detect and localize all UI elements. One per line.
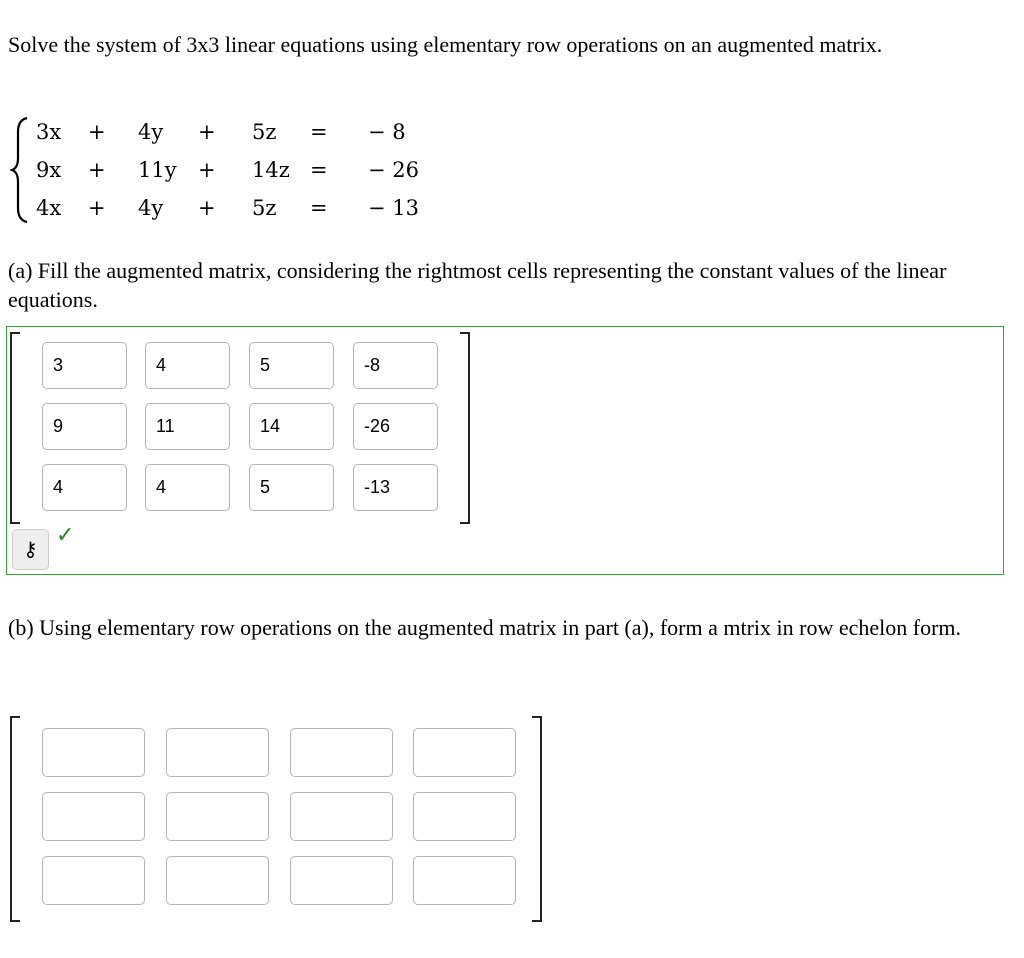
matrix-cell-input[interactable]: 4: [145, 342, 230, 389]
equation-term: 11y: [138, 158, 177, 182]
matrix-cell-input[interactable]: [413, 728, 516, 777]
matrix-cell-input[interactable]: [290, 728, 393, 777]
equation-term: − 8: [368, 120, 406, 144]
equation-term: 4y: [138, 120, 164, 144]
equation-term: +: [88, 120, 106, 144]
equation-term: =: [310, 196, 328, 220]
left-brace: [10, 116, 30, 224]
equation-term: 5z: [252, 120, 277, 144]
check-icon: ✓: [56, 522, 75, 547]
matrix-cell-input[interactable]: 11: [145, 403, 230, 450]
matrix-cell-input[interactable]: 4: [42, 464, 127, 511]
equation-term: +: [198, 120, 216, 144]
key-button[interactable]: [12, 529, 49, 570]
equation-term: 9x: [36, 158, 62, 182]
right-bracket: [532, 716, 542, 922]
left-bracket: [10, 332, 20, 524]
equation-term: 3x: [36, 120, 62, 144]
equation-term: =: [310, 120, 328, 144]
matrix-cell-input[interactable]: 3: [42, 342, 127, 389]
key-icon: ⚷: [23, 539, 38, 561]
right-bracket: [460, 332, 470, 524]
matrix-cell-input[interactable]: [413, 792, 516, 841]
matrix-cell-input[interactable]: [413, 856, 516, 905]
equation-term: +: [198, 196, 216, 220]
equation-term: +: [88, 196, 106, 220]
matrix-cell-input[interactable]: [290, 856, 393, 905]
equation-term: 5z: [252, 196, 277, 220]
matrix-cell-input[interactable]: 5: [249, 464, 334, 511]
matrix-cell-input[interactable]: [166, 856, 269, 905]
matrix-cell-input[interactable]: [42, 728, 145, 777]
intro-text: Solve the system of 3x3 linear equations using elementary row operations on an augmented matrix.: [8, 32, 883, 57]
equation-term: =: [310, 158, 328, 182]
matrix-cell-input[interactable]: -26: [353, 403, 438, 450]
matrix-cell-input[interactable]: 5: [249, 342, 334, 389]
matrix-cell-input[interactable]: [42, 792, 145, 841]
matrix-cell-input[interactable]: -13: [353, 464, 438, 511]
equation-term: +: [198, 158, 216, 182]
equation-term: +: [88, 158, 106, 182]
left-bracket: [10, 716, 20, 922]
part-a-prompt: (a) Fill the augmented matrix, considering the rightmost cells representing the constant values of the linear equations.: [8, 258, 947, 312]
matrix-cell-input[interactable]: [290, 792, 393, 841]
matrix-cell-input[interactable]: -8: [353, 342, 438, 389]
matrix-cell-input[interactable]: 14: [249, 403, 334, 450]
matrix-cell-input[interactable]: [42, 856, 145, 905]
equation-term: − 13: [368, 196, 419, 220]
equation-term: 14z: [252, 158, 290, 182]
matrix-cell-input[interactable]: [166, 792, 269, 841]
equation-term: − 26: [368, 158, 419, 182]
matrix-cell-input[interactable]: [166, 728, 269, 777]
part-b-prompt: (b) Using elementary row operations on the augmented matrix in part (a), form a mtrix in row echelon form.: [8, 615, 962, 640]
equation-term: 4y: [138, 196, 164, 220]
equation-term: 4x: [36, 196, 62, 220]
matrix-cell-input[interactable]: 9: [42, 403, 127, 450]
matrix-cell-input[interactable]: 4: [145, 464, 230, 511]
